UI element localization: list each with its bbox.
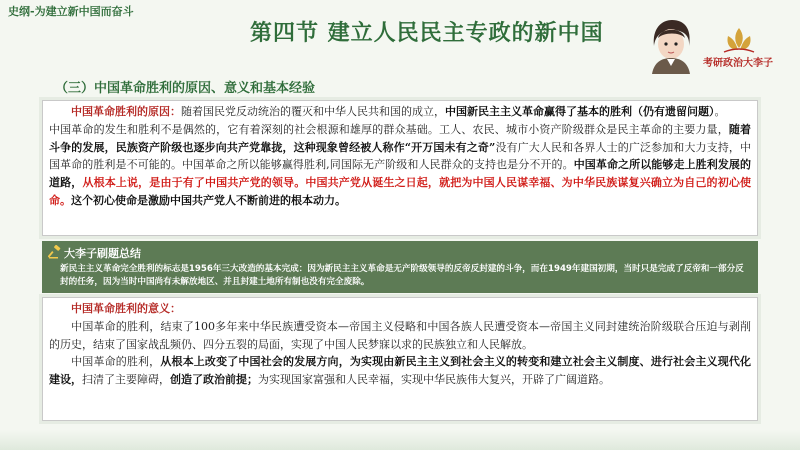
summary-title: 大李子刷题总结 bbox=[64, 247, 141, 260]
significance-paragraph-1: 中国革命的胜利，结束了100多年来中华民族遭受资本—帝国主义侵略和中国各族人民遭受资本—帝国主义同封建统治阶级联合压迫与剥削的历史，结束了国家战乱频仍、四分五裂的局面，实现了中国人民梦寐以求的民族独立和人民解放。 bbox=[49, 319, 751, 351]
logo-text: 考研政治大李子 bbox=[703, 58, 773, 69]
significance-label-line bbox=[49, 300, 751, 318]
breadcrumb: 史纲-为建立新中国而奋斗 bbox=[8, 5, 134, 18]
reasons-paragraph-2: 中国革命的发生和胜利不是偶然的，它有着深刻的社会根源和雄厚的群众基础。工人、农民、城市小资产阶级群众是民主革命的主要力量，随着斗争的发展，民族资产阶级也逐步向共产党靠拢，这种现象曾经被人称作“开万国未有之奇”没有广大人民和各界人士的广泛参加和大力支持，中国革命的胜利是不可能的。中国革命之所以能够赢得胜利,同国际无产阶级和人民群众的支持也是分不开的。中国革命之所以能够走上胜利发展的道路，从根本上说，是由于有了中国共产党的领导。中国共产党从诞生之日起，就把为中国人民谋幸福、为中华民族谋复兴确立为自己的初心使命。这个初心使命是激励中国共产党人不断前进的根本动力。 bbox=[49, 122, 752, 207]
section-heading: （三）中国革命胜利的原因、意义和基本经验 bbox=[55, 81, 316, 96]
summary-text: 新民主主义革命完全胜利的标志是1956年三大改造的基本完成：因为新民主主义革命是无产阶级领导的反帝反封建的斗争，而在1949年建国初期，当时只是完成了反帝和一部分反封的任务，因为当时中国尚有未解放地区、并且封建土地所有制也没有完全废除。 bbox=[60, 264, 744, 287]
significance-label: 中国革命胜利的意义： bbox=[71, 302, 181, 315]
background-wave bbox=[0, 430, 800, 450]
summary-panel bbox=[42, 241, 758, 293]
significance-paragraph-2: 中国革命的胜利，从根本上改变了中国社会的发展方向，为实现由新民主主义到社会主义的转变和建立社会主义制度、进行社会主义现代化建设，扫清了主要障碍，创造了政治前提；为实现国家富强和人民幸福，实现中华民族伟大复兴，开辟了广阔道路。 bbox=[49, 355, 751, 387]
reasons-box bbox=[42, 100, 758, 236]
avatar bbox=[646, 16, 696, 74]
page-title: 第四节 建立人民民主专政的新中国 bbox=[250, 20, 604, 46]
reasons-paragraph-1: 中国革命胜利的原因：随着国民党反动统治的覆灭和中华人民共和国的成立，中国新民主主义革命赢得了基本的胜利（仍有遗留问题）。 bbox=[71, 105, 726, 118]
reasons-label: 中国革命胜利的原因： bbox=[71, 105, 181, 118]
significance-box bbox=[42, 297, 758, 421]
gavel-icon bbox=[48, 245, 62, 259]
